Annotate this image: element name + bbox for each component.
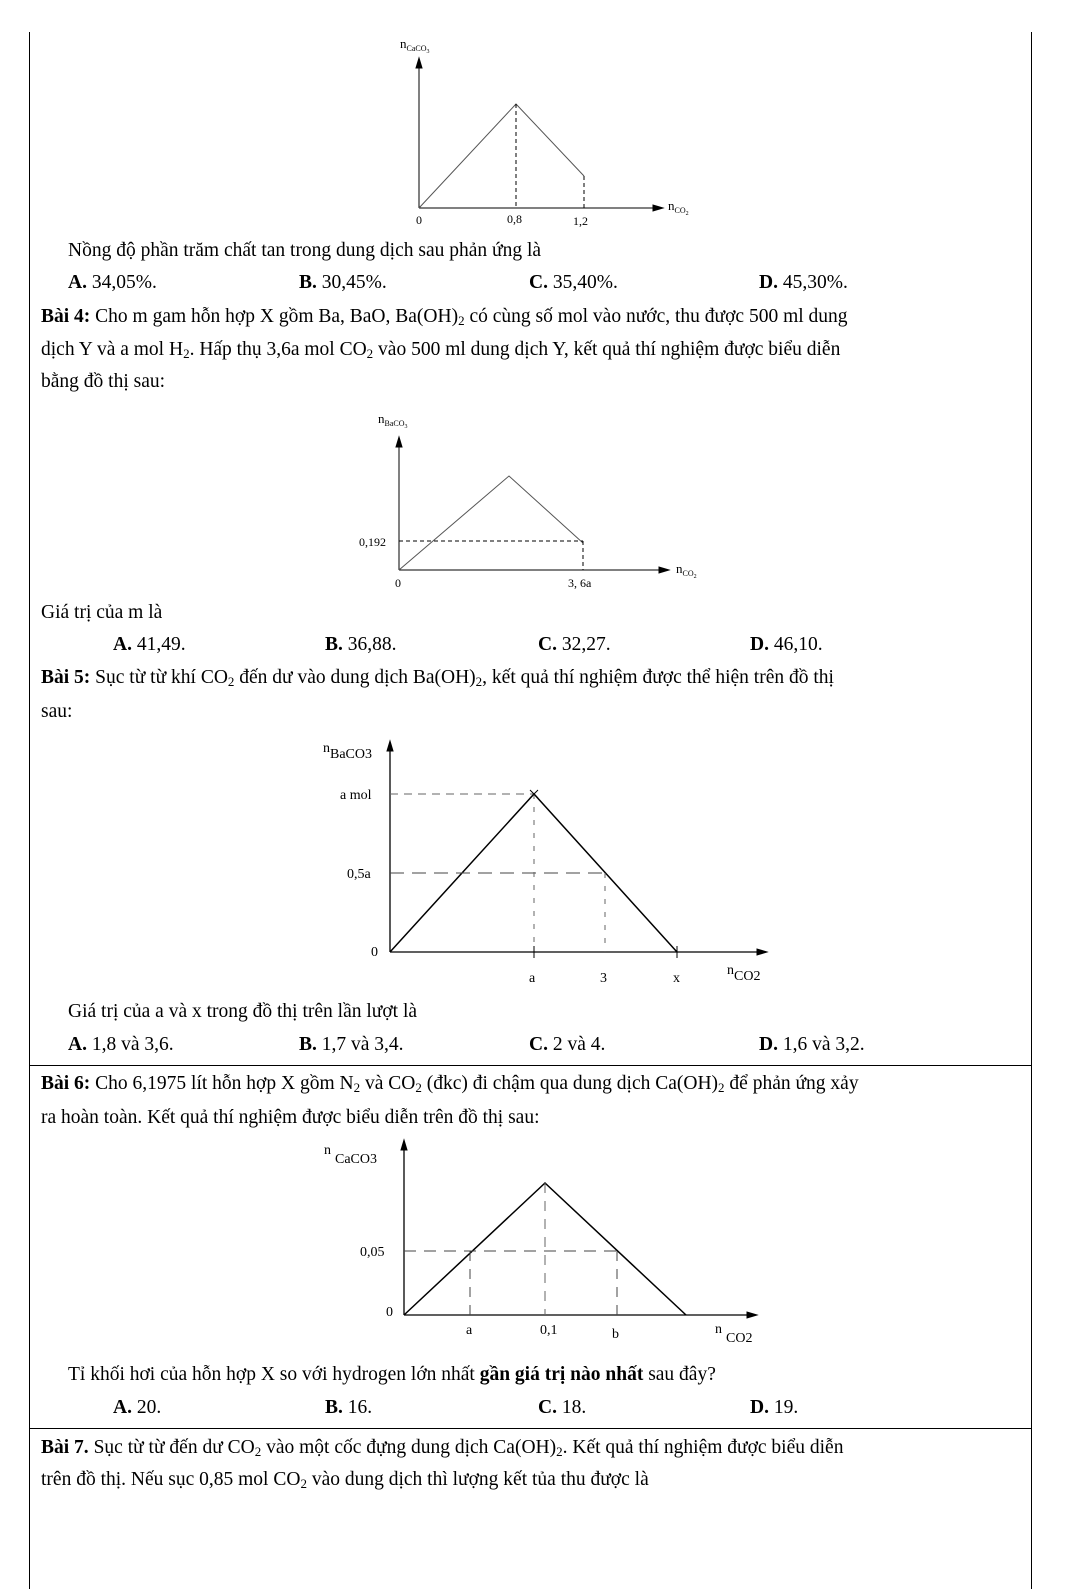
box-bottom-border	[29, 1428, 1032, 1429]
fig3-tick-y-1: 0,5a	[347, 867, 371, 882]
bai4-option-c[interactable]: C. 32,27.	[538, 634, 611, 655]
bai4-option-b[interactable]: B. 36,88.	[325, 634, 397, 655]
bai5-line1: Bài 5: Sục từ từ khí $CO_2$ đến dư vào dung dịch $Ba(OH)_2$, kết quả thí nghiệm được thể hiện trên đồ thị	[41, 667, 834, 689]
bai5-option-a[interactable]: A. 1,8 và 3,6.	[68, 1034, 174, 1055]
fig4-x-label: nCO2	[715, 1322, 753, 1346]
bai5-question: Giá trị của a và x trong đồ thị trên lần lượt là	[68, 1001, 418, 1022]
bai5-line2: sau:	[41, 701, 73, 722]
bai5-option-b[interactable]: B. 1,7 và 3,4.	[299, 1034, 404, 1055]
fig3-x-label: nCO2	[727, 963, 761, 984]
fig4-y-arrow	[401, 1140, 407, 1150]
fig1-origin: 0	[416, 213, 422, 227]
bai4-line3: bằng đồ thị sau:	[41, 371, 166, 392]
fig3-tick-x-1: 3	[600, 971, 607, 986]
bai4-line2: dịch Y và a mol $H_2$. Hấp thụ 3,6a mol $CO_2$ vào 500 ml dung dịch Y, kết quả thí nghiệm được biểu diễn	[41, 339, 841, 361]
bai6-line1: Bài 6: Cho 6,1975 lít hỗn hợp X gồm $N_2$ và $CO_2$ (đkc) đi chậm qua dung dịch $Ca(OH)_2$ để phản ứng xảy	[41, 1073, 859, 1095]
fig4-tick-x-0: a	[466, 1323, 473, 1338]
q3-option-b[interactable]: B. 30,45%.	[299, 272, 387, 293]
fig1-y-label: $n_{CaCO}3$	[400, 36, 430, 55]
fig2-tick-x: 3, 6a	[568, 576, 592, 590]
fig1-tick-x-1: 1,2	[573, 214, 588, 228]
bai6-question: Tỉ khối hơi của hỗn hợp X so với hydrogen lớn nhất gần giá trị nào nhất sau đây?	[68, 1364, 716, 1385]
bai6-option-b[interactable]: B. 16.	[325, 1397, 373, 1418]
bai7-line2: trên đồ thị. Nếu sục 0,85 mol $CO_2$ vào dung dịch thì lượng kết tủa thu được là	[41, 1469, 649, 1491]
q3-option-a[interactable]: A. 34,05%.	[68, 272, 157, 293]
fig2-y-label: $n_{BaCO}3$	[378, 411, 408, 430]
fig3-y-label: nBaCO3	[323, 741, 372, 762]
fig1-x-label: $n_{CO}2$	[668, 198, 689, 217]
fig3-tick-y-0: a mol	[340, 788, 372, 803]
bai6-line2: ra hoàn toàn. Kết quả thí nghiệm được biểu diễn trên đồ thị sau:	[41, 1107, 540, 1128]
bai4-line1: Bài 4: Cho m gam hỗn hợp X gồm Ba, BaO, $Ba(OH)_2$ có cùng số mol vào nước, thu được 500 ml dung	[41, 306, 848, 328]
bai6-option-d[interactable]: D. 19.	[750, 1397, 799, 1418]
q3-option-d[interactable]: D. 45,30%.	[759, 272, 848, 293]
bai5-option-d[interactable]: D. 1,6 và 3,2.	[759, 1034, 865, 1055]
fig2-tick-y: 0,192	[359, 535, 386, 549]
fig2-x-label: $n_{CO}2$	[676, 561, 697, 580]
left-border-bottom	[29, 1428, 30, 1589]
fig4-tick-x-1: 0,1	[540, 1323, 558, 1338]
fig4-y-label: nCaCO3	[324, 1143, 377, 1167]
bai6-option-c[interactable]: C. 18.	[538, 1397, 587, 1418]
fig3-tick-x-2: x	[673, 971, 680, 986]
right-border-bottom	[1031, 1428, 1032, 1589]
fig1-tick-x-0: 0,8	[507, 212, 522, 226]
bai5-option-c[interactable]: C. 2 và 4.	[529, 1034, 606, 1055]
q3-question: Nồng độ phần trăm chất tan trong dung dịch sau phản ứng là	[68, 240, 542, 261]
bai7-line1: Bài 7. Sục từ từ đến dư $CO_2$ vào một cốc đựng dung dịch $Ca(OH)_2$. Kết quả thí nghiệm được biểu diễn	[41, 1437, 844, 1459]
fig4-tick-x-2: b	[612, 1327, 619, 1342]
bai4-option-a[interactable]: A. 41,49.	[113, 634, 186, 655]
fig3-tick-x-0: a	[529, 971, 536, 986]
fig4-tick-y: 0,05	[360, 1245, 385, 1260]
q3-option-c[interactable]: C. 35,40%.	[529, 272, 618, 293]
bai6-option-a[interactable]: A. 20.	[113, 1397, 162, 1418]
fig4-origin: 0	[386, 1305, 393, 1320]
fig2-origin: 0	[395, 576, 401, 590]
fig3-origin: 0	[371, 945, 378, 960]
bai4-option-d[interactable]: D. 46,10.	[750, 634, 823, 655]
bai4-question: Giá trị của m là	[41, 602, 163, 623]
fig4-x-arrow	[747, 1312, 757, 1318]
